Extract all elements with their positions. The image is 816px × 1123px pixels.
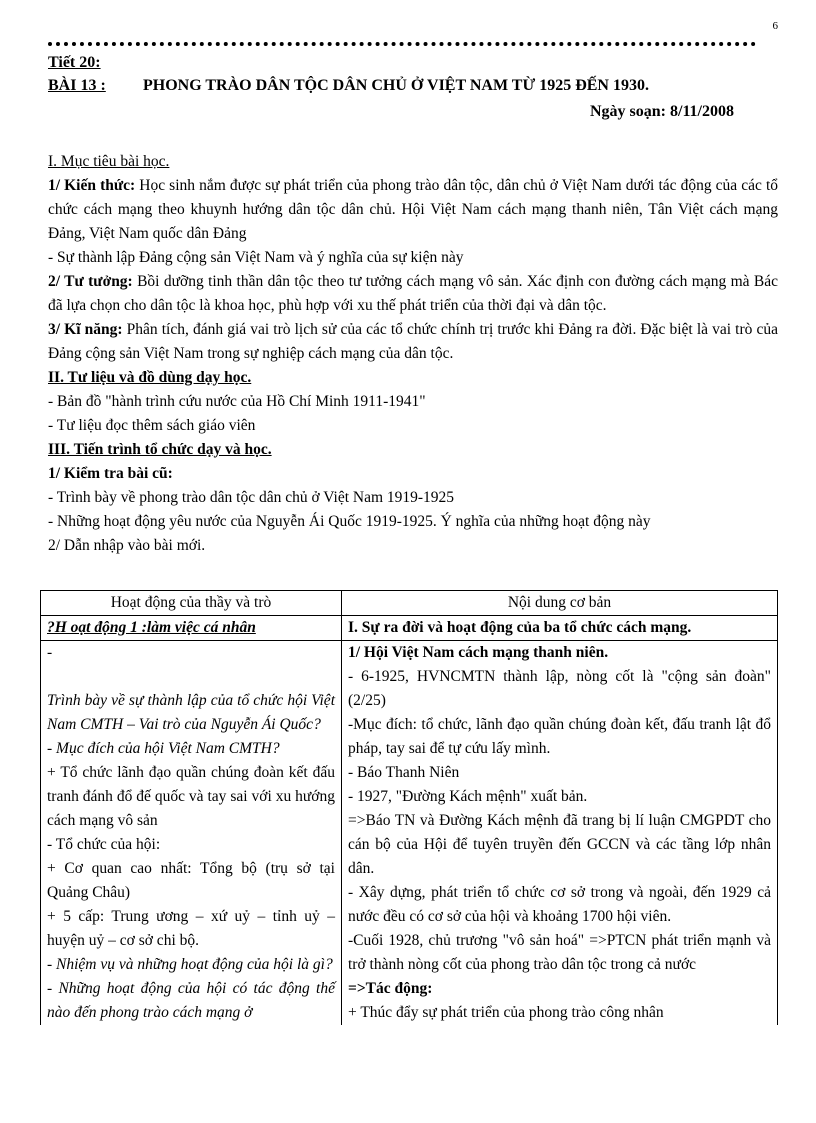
answer-3: + Cơ quan cao nhất: Tổng bộ (trụ sở tại Quảng Châu) [47,860,335,901]
section-3-heading: III. Tiến trình tổ chức dạy và học. [48,441,272,458]
thought-text: Bồi dưỡng tinh thần dân tộc theo tư tưởng cách mạng vô sản. Xác định con đường cách mạng mà Bác đã lựa chọn cho dân tộc là khoa học, phù hợp với xu thế phát triển của thời đại và dân tộc. [48,273,778,314]
header-dotted-line [48,42,756,46]
content-subtitle: 1/ Hội Việt Nam cách mạng thanh niên. [348,644,609,661]
table-header-row [41,591,778,616]
materials-item: - Tư liệu đọc thêm sách giáo viên [48,417,256,434]
col-header-activities: Hoạt động của thầy và trò [41,591,342,616]
question-1: Trình bày về sự thành lập của tổ chức hội Việt Nam CMTH – Vai trò của Nguyễn Ái Quốc? [47,692,335,733]
knowledge-extra: - Sự thành lập Đảng cộng sản Việt Nam và ý nghĩa của sự kiện này [48,249,464,266]
activity-title: ?H oạt động 1 :làm việc cá nhân [41,616,341,641]
question-3: - Nhiệm vụ và những hoạt động của hội là gì? [47,956,333,973]
thought-label: 2/ Tư tưởng: [48,273,133,290]
section-2-heading: II. Tư liệu và đồ dùng dạy học. [48,369,252,386]
content-title: I. Sự ra đời và hoạt động của ba tổ chức cách mạng. [342,616,777,641]
lesson-table [40,590,778,1025]
answer-1: + Tổ chức lãnh đạo quần chúng đoàn kết đấu tranh đánh đổ đế quốc và tay sai với xu hướng cách mạng vô sản [47,764,335,829]
review-item: - Trình bày về phong trào dân tộc dân chủ ở Việt Nam 1919-1925 [48,489,455,506]
content-last: + Thúc đẩy sự phát triển của phong trào công nhân [348,1004,664,1021]
content-item: - 1927, "Đường Kách mệnh" xuất bản. [348,788,588,805]
date-prepared: Ngày soạn: 8/11/2008 [589,103,734,120]
skill-label: 3/ Kĩ năng: [48,321,123,338]
lesson-label: BÀI 13 : [48,77,106,94]
content-item: -Mục đích: tổ chức, lãnh đạo quần chúng đoàn kết, đấu tranh lật đổ pháp, tay sai để tự cứu lấy mình. [348,716,771,757]
answer-4: + 5 cấp: Trung ương – xứ uỷ – tỉnh uỷ – huyện uỷ – cơ sở chi bộ. [47,908,335,949]
content-item: - Báo Thanh Niên [348,764,460,781]
activity-dash: - [47,644,53,661]
review-heading: 1/ Kiểm tra bài cũ: [48,465,173,482]
content-item: - Xây dựng, phát triển tổ chức cơ sở trong và ngoài, đến 1929 cả nước đều có cơ sở của hội và khoảng 1700 hội viên. [348,884,771,925]
content-item: =>Báo TN và Đường Kách mệnh đã trang bị lí luận CMGPDT cho cán bộ của Hội để tuyên truyền đến GCCN và các tầng lớp nhân dân. [348,812,771,877]
content-item: - 6-1925, HVNCMTN thành lập, nòng cốt là "cộng sản đoàn" (2/25) [348,668,771,709]
col-header-content: Nội dung cơ bản [342,591,778,616]
knowledge-label: 1/ Kiến thức: [48,177,136,194]
content-cell [342,616,778,1026]
content-item: -Cuối 1928, chủ trương "vô sản hoá" =>PTCN phát triển mạnh và trở thành nòng cốt của phong trào dân tộc trong cả nước [348,932,771,973]
lesson-period: Tiết 20: [48,54,101,71]
skill-paragraph [48,318,778,366]
section-1-heading: I. Mục tiêu bài học. [48,153,170,170]
page-number: 6 [772,20,778,32]
table-row [41,616,778,1026]
intro-heading: 2/ Dẫn nhập vào bài mới. [48,537,206,554]
materials-item: - Bản đồ "hành trình cứu nước của Hồ Chí Minh 1911-1941" [48,393,426,410]
content-effect: =>Tác động: [348,980,433,997]
skill-text: Phân tích, đánh giá vai trò lịch sử của các tổ chức chính trị trước khi Đảng ra đời. Đặc biệt là vai trò của Đảng cộng sản Việt Nam trong sự nghiệp cách mạng của dân tộc. [48,321,778,362]
question-2: - Mục đích của hội Việt Nam CMTH? [47,740,280,757]
lesson-title: PHONG TRÀO DÂN TỘC DÂN CHỦ Ở VIỆT NAM TỪ 1925 ĐẾN 1930. [143,77,649,94]
review-item: - Những hoạt động yêu nước của Nguyễn Ái Quốc 1919-1925. Ý nghĩa của những hoạt động này [48,513,651,530]
question-4: - Những hoạt động của hội có tác động thế nào đến phong trào cách mạng ở [47,980,335,1021]
answer-2: - Tổ chức của hội: [47,836,161,853]
thought-paragraph [48,270,778,318]
activities-cell [41,616,342,1026]
knowledge-paragraph [48,174,778,246]
document-body [48,150,778,558]
spacer [47,665,335,689]
lesson-heading [48,77,756,95]
knowledge-text: Học sinh nắm được sự phát triển của phong trào dân tộc, dân chủ ở Việt Nam dưới tác động của các tổ chức cách mạng theo khuynh hướng dân tộc dân chủ. Hội Việt Nam cách mạng thanh niên, Tân Việt cách mạng Đảng, Việt Nam quốc dân Đảng [48,177,779,242]
